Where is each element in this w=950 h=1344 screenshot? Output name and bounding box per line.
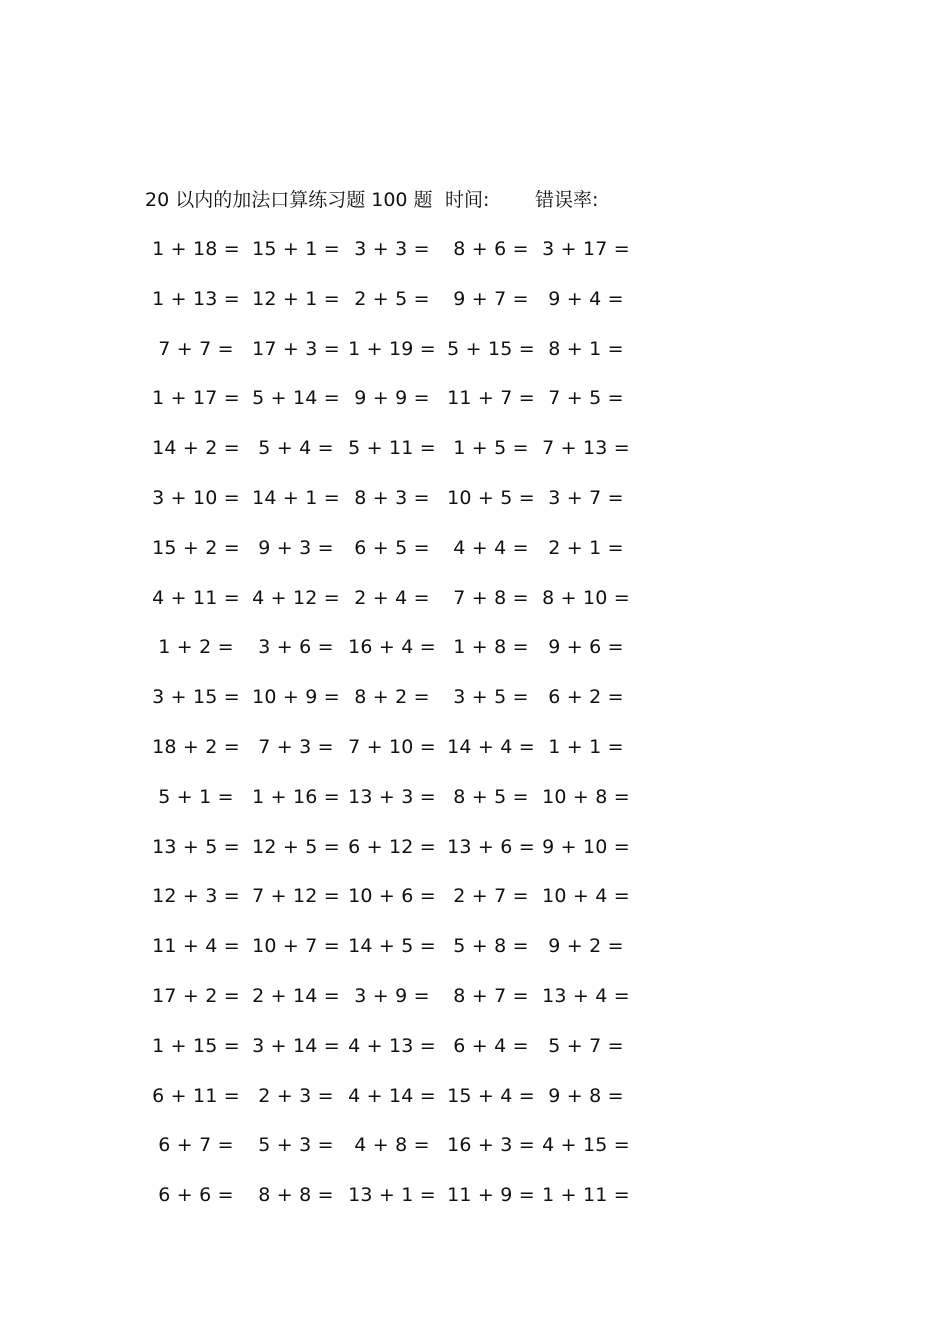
addition-problem: 8 + 2 =	[354, 686, 430, 709]
addition-problem: 6 + 12 =	[348, 835, 436, 858]
addition-problem: 9 + 9 =	[354, 387, 430, 410]
addition-problem: 9 + 2 =	[548, 935, 624, 958]
addition-problem: 7 + 10 =	[348, 735, 436, 758]
addition-problem: 11 + 7 =	[447, 387, 535, 410]
addition-problem: 5 + 8 =	[453, 935, 529, 958]
addition-problem: 1 + 2 =	[158, 636, 234, 659]
problem-row	[148, 1132, 648, 1182]
problem-row	[148, 983, 648, 1033]
addition-problem: 10 + 4 =	[542, 885, 630, 908]
addition-problem: 17 + 2 =	[152, 984, 240, 1007]
addition-problem: 2 + 3 =	[258, 1084, 334, 1107]
addition-problem: 10 + 6 =	[348, 885, 436, 908]
addition-problem: 3 + 14 =	[252, 1034, 340, 1057]
addition-problem: 4 + 15 =	[542, 1134, 630, 1157]
addition-problem: 5 + 7 =	[548, 1034, 624, 1057]
worksheet-title: 20 以内的加法口算练习题 100 题	[145, 189, 433, 211]
addition-problem: 5 + 14 =	[252, 387, 340, 410]
problem-row	[148, 933, 648, 983]
addition-problem: 2 + 7 =	[453, 885, 529, 908]
problem-row	[148, 336, 648, 386]
addition-problem: 11 + 9 =	[447, 1184, 535, 1207]
problem-row	[148, 535, 648, 585]
addition-problem: 10 + 8 =	[542, 785, 630, 808]
addition-problem: 12 + 3 =	[152, 885, 240, 908]
addition-problem: 1 + 5 =	[453, 437, 529, 460]
addition-problem: 17 + 3 =	[252, 337, 340, 360]
addition-problem: 1 + 15 =	[152, 1034, 240, 1057]
problem-row	[148, 684, 648, 734]
addition-problem: 2 + 1 =	[548, 536, 624, 559]
addition-problem: 13 + 5 =	[152, 835, 240, 858]
addition-problem: 7 + 12 =	[252, 885, 340, 908]
addition-problem: 16 + 4 =	[348, 636, 436, 659]
addition-problem: 13 + 3 =	[348, 785, 436, 808]
addition-problem: 14 + 5 =	[348, 935, 436, 958]
addition-problem: 15 + 2 =	[152, 536, 240, 559]
addition-problem: 4 + 4 =	[453, 536, 529, 559]
addition-problem: 5 + 1 =	[158, 785, 234, 808]
addition-problem: 4 + 12 =	[252, 586, 340, 609]
problem-row	[148, 435, 648, 485]
addition-problem: 13 + 6 =	[447, 835, 535, 858]
addition-problem: 1 + 19 =	[348, 337, 436, 360]
addition-problem: 1 + 13 =	[152, 287, 240, 310]
addition-problem: 6 + 2 =	[548, 686, 624, 709]
addition-problem: 14 + 1 =	[252, 486, 340, 509]
addition-problem: 7 + 8 =	[453, 586, 529, 609]
addition-problem: 8 + 3 =	[354, 486, 430, 509]
addition-problem: 8 + 10 =	[542, 586, 630, 609]
addition-problem: 14 + 4 =	[447, 735, 535, 758]
problem-row	[148, 883, 648, 933]
addition-problem: 14 + 2 =	[152, 437, 240, 460]
addition-problem: 12 + 1 =	[252, 287, 340, 310]
problem-row	[148, 634, 648, 684]
addition-problem: 4 + 11 =	[152, 586, 240, 609]
addition-problem: 8 + 7 =	[453, 984, 529, 1007]
addition-problem: 1 + 18 =	[152, 238, 240, 260]
addition-problem: 2 + 4 =	[354, 586, 430, 609]
addition-problem: 6 + 4 =	[453, 1034, 529, 1057]
problem-row	[148, 585, 648, 635]
addition-problem: 1 + 8 =	[453, 636, 529, 659]
addition-problem: 16 + 3 =	[447, 1134, 535, 1157]
addition-problem: 6 + 6 =	[158, 1184, 234, 1207]
addition-problem: 18 + 2 =	[152, 735, 240, 758]
addition-problem: 7 + 5 =	[548, 387, 624, 410]
problem-row	[148, 1083, 648, 1133]
addition-problem: 5 + 11 =	[348, 437, 436, 460]
addition-problem: 3 + 15 =	[152, 686, 240, 709]
addition-problem: 5 + 15 =	[447, 337, 535, 360]
addition-problem: 9 + 4 =	[548, 287, 624, 310]
addition-problem: 8 + 8 =	[258, 1184, 334, 1207]
addition-problem: 1 + 11 =	[542, 1184, 630, 1207]
problem-row	[148, 784, 648, 834]
problem-row	[148, 286, 648, 336]
addition-problem: 8 + 5 =	[453, 785, 529, 808]
addition-problem: 8 + 6 =	[453, 238, 529, 260]
addition-problem: 6 + 7 =	[158, 1134, 234, 1157]
addition-problem: 8 + 1 =	[548, 337, 624, 360]
addition-problem: 10 + 5 =	[447, 486, 535, 509]
addition-problem: 9 + 10 =	[542, 835, 630, 858]
addition-problem: 5 + 3 =	[258, 1134, 334, 1157]
addition-problem: 9 + 3 =	[258, 536, 334, 559]
addition-problem: 2 + 5 =	[354, 287, 430, 310]
problem-row	[148, 1033, 648, 1083]
addition-problem: 1 + 1 =	[548, 735, 624, 758]
error-rate-label: 错误率:	[535, 189, 599, 211]
addition-problem: 9 + 6 =	[548, 636, 624, 659]
problem-row	[148, 734, 648, 784]
addition-problem: 3 + 3 =	[354, 238, 430, 260]
problem-row	[148, 1182, 648, 1232]
addition-problem: 7 + 13 =	[542, 437, 630, 460]
time-label: 时间:	[445, 189, 490, 211]
addition-problem: 11 + 4 =	[152, 935, 240, 958]
addition-problem: 12 + 5 =	[252, 835, 340, 858]
addition-problem: 10 + 9 =	[252, 686, 340, 709]
problem-row	[148, 834, 648, 884]
addition-problem: 3 + 7 =	[548, 486, 624, 509]
addition-problem: 13 + 4 =	[542, 984, 630, 1007]
addition-problem: 7 + 3 =	[258, 735, 334, 758]
addition-problem: 3 + 17 =	[542, 238, 630, 260]
addition-problem: 15 + 1 =	[252, 238, 340, 260]
addition-problem: 6 + 5 =	[354, 536, 430, 559]
addition-problem: 4 + 13 =	[348, 1034, 436, 1057]
addition-problem: 10 + 7 =	[252, 935, 340, 958]
addition-problem: 1 + 16 =	[252, 785, 340, 808]
addition-problem: 4 + 8 =	[354, 1134, 430, 1157]
problem-row	[148, 485, 648, 535]
problem-row	[148, 385, 648, 435]
addition-problem: 9 + 8 =	[548, 1084, 624, 1107]
addition-problem: 3 + 5 =	[453, 686, 529, 709]
addition-problem: 2 + 14 =	[252, 984, 340, 1007]
addition-problem: 3 + 10 =	[152, 486, 240, 509]
addition-problem: 7 + 7 =	[158, 337, 234, 360]
addition-problem: 15 + 4 =	[447, 1084, 535, 1107]
addition-problem: 6 + 11 =	[152, 1084, 240, 1107]
addition-problem: 3 + 9 =	[354, 984, 430, 1007]
addition-problem: 1 + 17 =	[152, 387, 240, 410]
addition-problem: 4 + 14 =	[348, 1084, 436, 1107]
addition-problem: 9 + 7 =	[453, 287, 529, 310]
addition-problem: 3 + 6 =	[258, 636, 334, 659]
addition-problem: 13 + 1 =	[348, 1184, 436, 1207]
problem-row	[148, 236, 648, 286]
addition-problem: 5 + 4 =	[258, 437, 334, 460]
problem-grid	[148, 236, 648, 1232]
